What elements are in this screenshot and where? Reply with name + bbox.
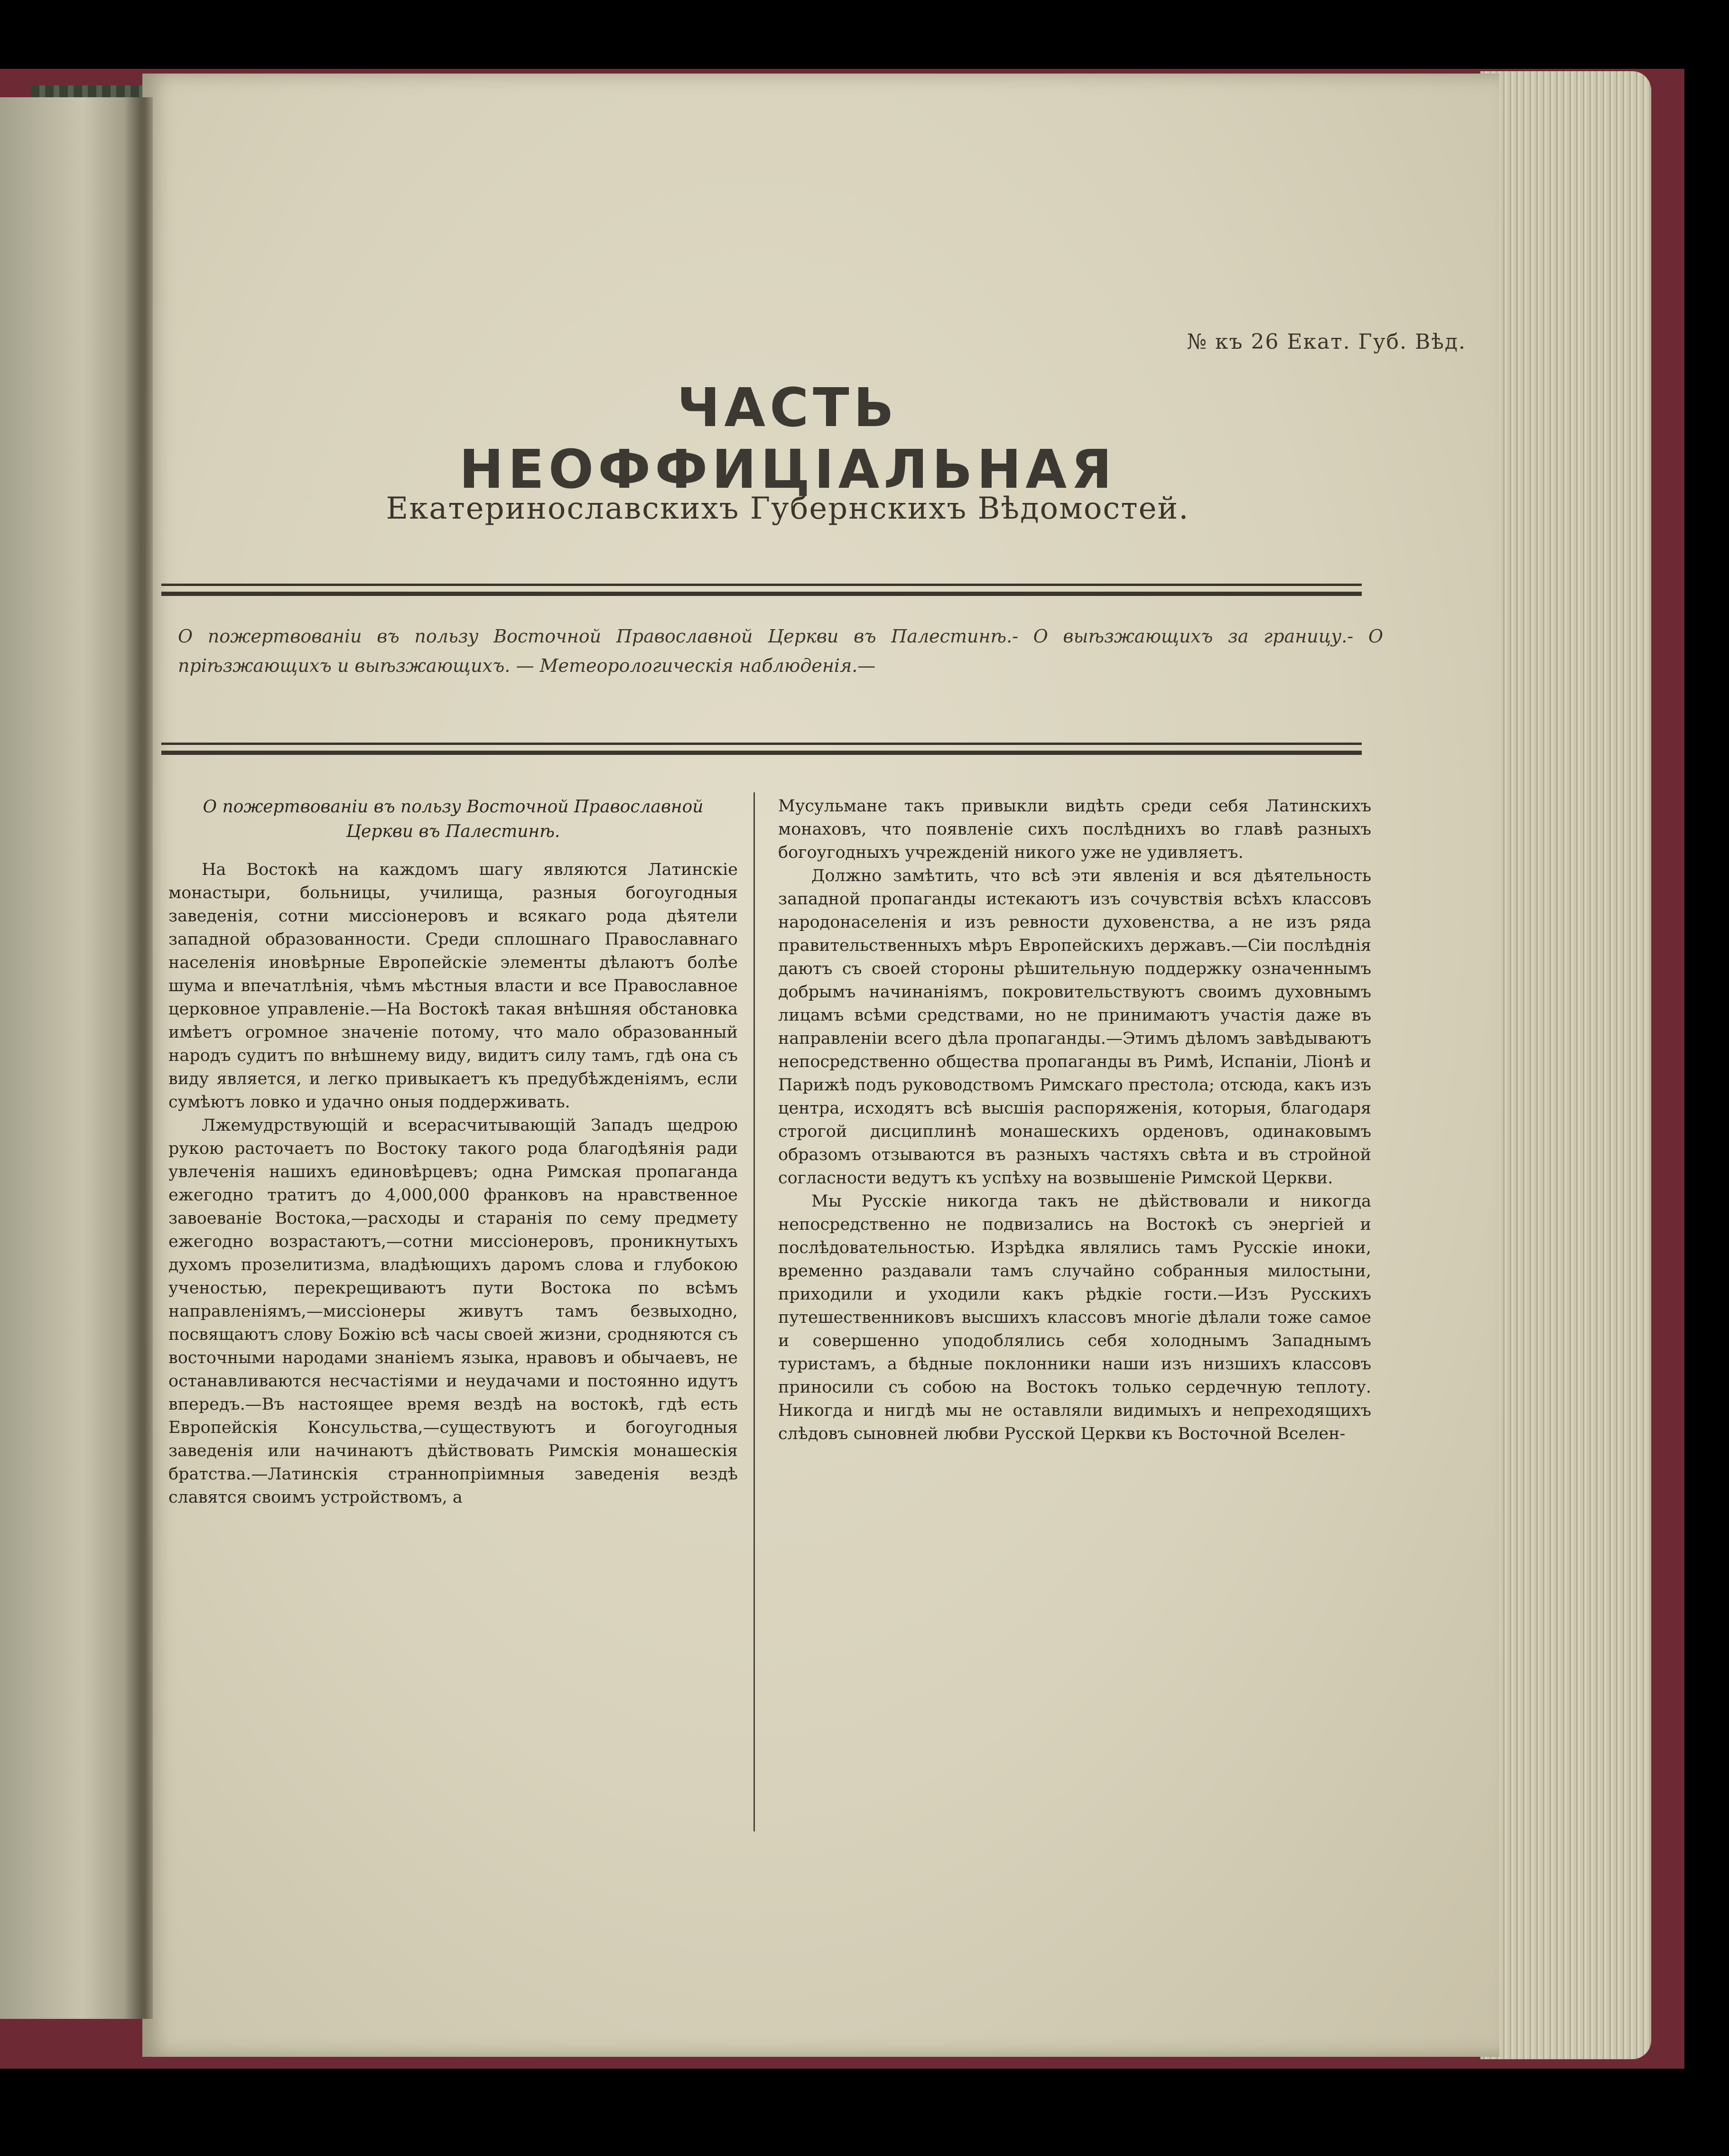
paragraph: Мы Русскіе никогда такъ не дѣйствовали и никогда непосредственно не подвизались на Востокѣ съ энергіей и послѣдовательностью. Изрѣдка являлись тамъ Русскіе иноки, временно раздавали тамъ случайно собранныя милостыни, приходили и уходили какъ рѣдкіе гости.—Изъ Русскихъ путешественниковъ высшихъ классовъ многіе дѣлали тоже самое и совершенно уподоблялись себя холоднымъ Западнымъ туристамъ, а бѣдные поклонники наши изъ низшихъ классовъ приносили съ собою на Востокъ только сердечную теплоту. Никогда и нигдѣ мы не оставляли видимыхъ и непреходящихъ слѣдовъ сыновней любви Русской Церкви къ Восточной Вселен- xyxy=(778,1192,1371,1443)
right-column xyxy=(778,795,1371,1446)
paragraph: Мусульмане такъ привыкли видѣть среди себя Латинскихъ монаховъ, что появленіе сихъ послѣднихъ во главѣ разныхъ богоугодныхъ учрежденій никого уже не удивляетъ. xyxy=(778,797,1371,862)
publication-subtitle: Екатеринославскихъ Губернскихъ Вѣдомостей. xyxy=(386,491,1190,526)
issue-reference: № къ 26 Екат. Губ. Вѣд. xyxy=(1187,330,1466,354)
paragraph: Должно замѣтить, что всѣ эти явленія и вся дѣятельность западной пропаганды истекаютъ изъ сочувствія всѣхъ классовъ народонаселенія и изъ ревности духовенства, а не изъ ряда правительственныхъ мѣръ Европейскихъ державъ.—Сіи послѣднія даютъ съ своей стороны рѣшительную поддержку означеннымъ добрымъ начинаніямъ, покровительствуютъ своимъ духовнымъ лицамъ всѣми средствами, но не принимаютъ участія даже въ направленіи всего дѣла пропаганды.—Этимъ дѣломъ завѣдываютъ непосредственно общества пропаганды въ Римѣ, Испаніи, Ліонѣ и Парижѣ подъ руководствомъ Римскаго престола; отсюда, какъ изъ центра, исходятъ всѣ высшія распоряженія, которыя, благодаря строгой дисциплинѣ монашескихъ орденовъ, одинаковымъ образомъ отзываются въ разныхъ частяхъ свѣта и въ стройной согласности ведутъ къ успѣху на возвышеніе Римской Церкви. xyxy=(778,866,1371,1188)
page-block-edge xyxy=(1480,71,1651,2059)
lower-double-rule xyxy=(161,743,1362,755)
paragraph: Лжемудрствующій и всерасчитывающій Западъ щедрою рукою расточаетъ по Востоку такого рода благодѣянія ради увлеченія нашихъ единовѣрцевъ; одна Римская пропаганда ежегодно тратитъ до 4,000,000 франковъ на нравственное завоеваніе Востока,—расходы и старанія по сему предмету ежегодно возрастаютъ,—сотни миссіонеровъ, проникнутыхъ духомъ прозелитизма, владѣющихъ даромъ слова и глубокою ученостью, перекрещиваютъ пути Востока по всѣмъ направленіямъ,—миссіонеры живутъ тамъ безвыходно, посвящаютъ слову Божію всѣ часы своей жизни, сродняются съ восточными народами знаніемъ языка, нравовъ и обычаевъ, не останавливаются несчастіями и неудачами и постоянно идутъ впередъ.—Въ настоящее время вездѣ на востокѣ, гдѣ есть Европейскія Консульства,—существуютъ и богоугодныя заведенія или начинаютъ дѣйствовать Римскія монашескія братства.—Латинскія страннопріимныя заведенія вездѣ славятся своимъ устройствомъ, а xyxy=(168,1116,738,1507)
paragraph: На Востокѣ на каждомъ шагу являются Латинскіе монастыри, больницы, училища, разныя богоугодныя заведенія, сотни миссіонеровъ и всякаго рода дѣятели западной образованности. Среди сплошнаго Православнаго населенія иновѣрные Европейскіе элементы дѣлаютъ болѣе шума и впечатлѣнія, чѣмъ мѣстныя власти и все Православное церковное управленіе.—На Востокѣ такая внѣшняя обстановка имѣетъ огромное значеніе потому, что мало образованный народъ судитъ по внѣшнему виду, видитъ силу тамъ, гдѣ она съ виду является, и легко привыкаетъ къ предубѣжденіямъ, если сумѣютъ ловко и удачно оныя поддерживать. xyxy=(168,860,738,1112)
contents-summary: О пожертвованіи въ пользу Восточной Православной Церкви въ Палестинѣ.- О выѣзжающихъ за границу.- О пріѣзжающихъ и выѣзжающихъ. — Метеорологическія наблюденія.— xyxy=(178,626,1383,676)
top-double-rule xyxy=(161,584,1362,596)
gutter-shadow xyxy=(124,97,153,2019)
section-title: ЧАСТЬ НЕОФФИЦІАЛЬНАЯ xyxy=(459,377,1116,501)
left-column xyxy=(168,795,738,1509)
column-divider xyxy=(753,792,755,1831)
article-heading: О пожертвованіи въ пользу Восточной Православной Церкви въ Палестинѣ. xyxy=(203,797,704,841)
newspaper-page xyxy=(142,74,1499,2057)
